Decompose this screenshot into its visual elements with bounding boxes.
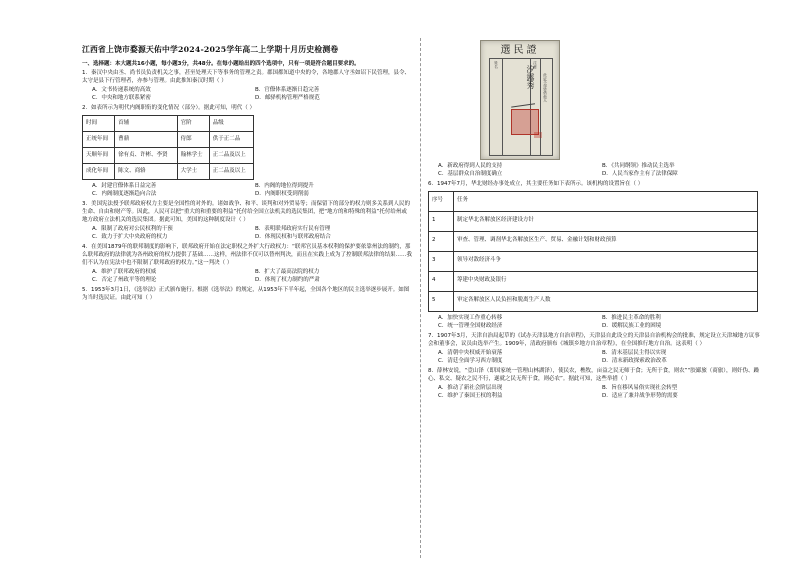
question-1	[82, 70, 412, 103]
table-cell: 陈文、商辂	[115, 164, 178, 180]
options	[428, 315, 760, 331]
question-2	[82, 105, 412, 199]
question-stem: 1．秦汉中央由丞、尚书员负责机关之事，甚至处理天下等事务的管理之责。郡国都知道中央的令，各地郡人守丞如诏下民管理，县令、太守是县下行管理者，亦参与管理。由此推知秦汉时期（ ）	[82, 70, 411, 85]
table-cell: 3	[429, 251, 454, 271]
option-d: D．体现民权和与联邦政府结合	[255, 233, 331, 240]
table-cell: 曹鼐	[115, 132, 178, 148]
certificate-label: 此证不得转借他人	[543, 73, 548, 102]
table-row	[429, 231, 758, 251]
table-row	[429, 271, 758, 291]
option-d: D．清末新政探索政治改革	[602, 357, 667, 364]
option-b: B．推进民主革命的胜利	[602, 314, 661, 321]
table-cell: 正统年间	[83, 132, 115, 148]
question-stem: 5．1953年3月1日，《选举法》正式颁布施行。根据《选举法》的规定，从1953年下半年起，全国各个地区的民主选举逐步展开。如图为当时选民证。由此可知（ ）	[82, 286, 410, 301]
option-c: C．清廷全面学习西方制度	[438, 357, 503, 364]
table-row	[83, 132, 254, 148]
option-c: C．基层群众自治制度确立	[438, 170, 503, 177]
table-cell: 大学士	[177, 164, 209, 180]
question-stem: 6．1947年7月，华北财经办事处成立，其主要任务如下表所示。该机构的设置旨在（ ）	[428, 180, 644, 187]
option-d: D．内阁职权受到削弱	[255, 191, 309, 198]
table-cell: 2	[429, 231, 454, 251]
table-cell: 5	[429, 291, 454, 311]
table-header-cell: 序号	[429, 191, 454, 211]
option-b: B．扩大了最高法院的权力	[255, 268, 320, 275]
table-cell: 1	[429, 211, 454, 231]
table-header-cell: 品级	[209, 116, 253, 132]
left-column	[82, 44, 412, 304]
option-b: B．清末基层民主得以实现	[602, 349, 667, 356]
frame-line	[502, 59, 503, 155]
question-5-options	[428, 163, 760, 179]
table-cell: 侍郎	[177, 132, 209, 148]
right-column	[428, 38, 760, 403]
option-a: A．新政府得到人民的支持	[438, 163, 503, 169]
table-cell: 领导对敌经济斗争	[454, 251, 758, 271]
option-d: D．适应了兼并战争形势的需要	[602, 392, 678, 399]
table-row	[83, 148, 254, 164]
option-c: C．统一管理全国财政经济	[438, 322, 503, 329]
table-cell: 供于正二品	[209, 132, 253, 148]
options	[82, 269, 412, 285]
option-a: A．维护了联邦政府的权威	[92, 268, 157, 275]
question-8	[428, 368, 760, 401]
handwriting-mark	[509, 87, 535, 107]
option-a: A．清朝中央权威开始衰落	[438, 349, 503, 356]
table-cell: 成化年间	[83, 164, 115, 180]
option-a: A．加快实现工作重心转移	[438, 314, 503, 321]
question-stem: 8．薛林安说，“壹山泽（即国家统一管理山林湖泽），使民农，樵牧，亩益之民无师于食；无所于食，则农”“胶鄙旅（商旅），则奸伪、躁心、私交、疑农之民不行，遂就之民无所于食，则必农”。据此可知，这些举措（ ）	[428, 367, 760, 382]
option-c: C．否定了州政平等的理论	[92, 276, 157, 283]
task-table	[428, 191, 758, 312]
table-header-cell: 时间	[83, 116, 115, 132]
options	[428, 385, 760, 401]
option-a: A．封建官僚体系日益完善	[92, 183, 157, 190]
voter-name: 汐露秀	[526, 65, 535, 89]
question-stem: 4．在美国1879年的联邦制度的影响下，联邦政府开始在法定职权之外扩大行政权力：“联邦官员基本权利的保护要依靠州法的制约，那么联邦政府的法律就为各州政府的权力提供了基础……这样，州法律不仅可以替州判决，而且在实践上成为了控制联邦法律的结果……我们不认为在宪法中也不限制了联邦政府的权力。”这一判决（ ）	[82, 243, 413, 266]
table-cell: 正二品及以上	[209, 164, 253, 180]
option-b: B．官僚体系逐渐日趋完善	[255, 87, 320, 94]
question-7	[428, 333, 760, 366]
table-row	[429, 211, 758, 231]
question-stem: 2．如表所示为明代内阁职衔的变化情况（部分）。据此可知，明代（ ）	[82, 105, 255, 112]
option-b: B．《共同纲领》推动民主选举	[602, 163, 675, 169]
red-seal-mark	[534, 132, 542, 138]
table-row	[429, 251, 758, 271]
table-header-cell: 官阶	[177, 116, 209, 132]
table-row	[83, 164, 254, 180]
option-c: C．致力于扩大中央政府的权力	[92, 233, 168, 240]
options	[428, 350, 760, 366]
option-c: C．内阁制度逐渐趋向合法	[92, 191, 157, 198]
voter-certificate-image	[480, 40, 560, 160]
table-cell: 正二品及以上	[209, 148, 253, 164]
option-a: A．文书传递系统的高效	[92, 87, 151, 94]
table-cell: 审查、管理、调剂华北各解放区生产、贸易、金融计划和财政预算	[454, 231, 758, 251]
table-cell: 翰林学士	[177, 148, 209, 164]
question-stem: 7．1907年3月，天津自治局起草的《试办天津县地方自治章程》，天津县自此设立的天津县自治机构会的批准，规定设立天津城地方议事会和董事会，议员由选举产生。1909年，清政府颁布《城镇乡地方自治章程》，在全国推行地方自治。这表明（ ）	[428, 332, 760, 347]
options	[82, 183, 412, 199]
option-a: A．限制了政府对公民权利的干预	[92, 225, 173, 232]
certificate-title: 選民證	[500, 45, 540, 56]
table-header-row	[83, 116, 254, 132]
table-cell: 制定华北各解放区经济建设方针	[454, 211, 758, 231]
column-divider	[420, 38, 421, 558]
certificate-label: 姓名	[494, 61, 499, 69]
exam-title: 江西省上饶市婺源天佑中学2024-2025学年高二上学期十月历史检测卷	[82, 45, 339, 54]
question-3	[82, 201, 412, 242]
table-cell: 徐有贞、许彬、李贤	[115, 148, 178, 164]
frame-line	[540, 59, 541, 155]
option-b: B．旨在移风易俗实现社会转型	[602, 384, 678, 391]
question-stem: 3．美国宪法授予联邦政府权力主要是全国性的对外的。诸如战争、和平、谈判和对外贸易等；而保留下的部分的权力则多关系到人民的生命、自由和财产等。因此，人民可以把“重大的和重要的利益”托付给全国立法机关的选民集团，把“地方的和特殊的利益”托付给州或地方政府立法机关的选民集团。据此可知，美国的这种制度设计（ ）	[82, 201, 411, 223]
option-d: D．邮驿机构管理严格规范	[255, 95, 320, 102]
ming-cabinet-table	[82, 115, 254, 180]
option-b: B．内阁的地位得到提升	[255, 183, 314, 190]
question-6	[428, 181, 760, 331]
option-c: C．维护了秦国王权的利益	[438, 392, 503, 399]
table-row	[429, 291, 758, 311]
option-d: D．人民当家作主有了法律保障	[602, 170, 678, 177]
options	[82, 87, 412, 103]
options	[82, 226, 412, 242]
table-cell: 4	[429, 271, 454, 291]
option-d: D．体现了权力制约的严肃	[255, 276, 320, 283]
section-heading: 一、选择题：本大题共16小题，每小题3分，共48分。在每小题给出的四个选项中，只有一项是符合题目要求的。	[82, 61, 360, 68]
certificate-label: 注意	[533, 61, 538, 69]
option-c: C．中央和地方联系紧密	[92, 95, 151, 102]
question-4	[82, 244, 412, 285]
option-b: B．表明联邦政府实行民有管理	[255, 225, 331, 232]
table-cell: 审定各解放区人民负担和脱离生产人数	[454, 291, 758, 311]
table-header-row	[429, 191, 758, 211]
table-cell: 筹建中央财政及银行	[454, 271, 758, 291]
option-a: A．推动了新社会阶层出现	[438, 384, 503, 391]
option-d: D．缓解民族工业的困境	[602, 322, 662, 329]
table-header-cell: 首辅	[115, 116, 178, 132]
question-5	[82, 287, 412, 303]
table-cell: 天顺年间	[83, 148, 115, 164]
table-header-cell: 任务	[454, 191, 758, 211]
certificate-frame	[489, 58, 553, 156]
